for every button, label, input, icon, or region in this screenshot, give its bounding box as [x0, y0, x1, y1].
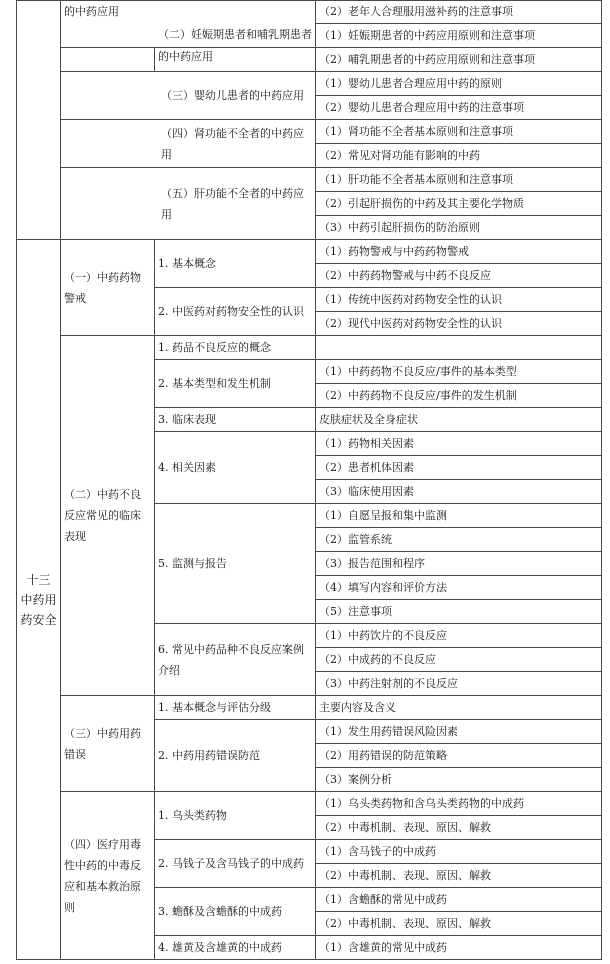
detail-cell: （3）报告范围和程序 — [316, 552, 602, 576]
detail-cell: （2）老年人合理服用滋补药的注意事项 — [316, 1, 602, 24]
detail-cell: （2）中毒机制、表现、原因、解救 — [316, 816, 602, 840]
table-row — [17, 168, 602, 192]
detail-cell: （1）自愿呈报和集中监测 — [316, 504, 602, 528]
detail-cell: （1）发生用药错误风险因素 — [316, 720, 602, 744]
subunit-cell: （五）肝功能不全者的中药应用 — [61, 168, 316, 240]
detail-cell: （1）妊娠期患者的中药应用原则和注意事项 — [316, 24, 602, 48]
detail-cell: （1）肝功能不全者基本原则和注意事项 — [316, 168, 602, 192]
point-cell: 5. 监测与报告 — [155, 504, 316, 624]
detail-cell: （1）肾功能不全者基本原则和注意事项 — [316, 120, 602, 144]
table-row — [17, 792, 602, 816]
subunit-spacer — [61, 48, 155, 72]
detail-cell: （2）中毒机制、表现、原因、解救 — [316, 864, 602, 888]
detail-cell: （2）中成药的不良反应 — [316, 648, 602, 672]
subunit-cell: （四）医疗用毒性中药的中毒反应和基本救治原则 — [61, 792, 155, 960]
detail-cell: （1）含蟾酥的常见中成药 — [316, 888, 602, 912]
detail-cell: （1）药物相关因素 — [316, 432, 602, 456]
detail-cell: （1）乌头类药物和含乌头类药物的中成药 — [316, 792, 602, 816]
detail-cell: （2）现代中医药对药物安全性的认识 — [316, 312, 602, 336]
point-cell: 2. 基本类型和发生机制 — [155, 360, 316, 408]
detail-cell: （1）含马钱子的中成药 — [316, 840, 602, 864]
detail-cell: （1）含雄黄的常见中成药 — [316, 936, 602, 960]
syllabus-table — [16, 0, 602, 960]
table-row — [17, 72, 602, 96]
detail-cell: （3）中药引起肝损伤的防治原则 — [316, 216, 602, 240]
detail-cell: （2）患者机体因素 — [316, 456, 602, 480]
point-cell: 1. 基本概念与评估分级 — [155, 696, 316, 720]
table-row — [17, 1, 602, 24]
table-row — [17, 120, 602, 144]
detail-cell: （3）中药注射剂的不良反应 — [316, 672, 602, 696]
detail-cell: （4）填写内容和评价方法 — [316, 576, 602, 600]
subunit-cell: （一）中药药物警戒 — [61, 240, 155, 336]
table-row — [17, 696, 602, 720]
point-cell: 3. 蟾酥及含蟾酥的中成药 — [155, 888, 316, 936]
subunit-label: （二）妊娠期患者和哺乳期患者的中药应用 — [158, 28, 312, 63]
detail-cell: 皮肤症状及全身症状 — [316, 408, 602, 432]
table-row — [17, 336, 602, 360]
table-row — [17, 48, 602, 72]
point-cell: 6. 常见中药品种不良反应案例介绍 — [155, 624, 316, 696]
subunit-cell — [155, 28, 316, 72]
subunit-cell: （四）肾功能不全者的中药应用 — [61, 120, 316, 168]
detail-cell: （1）婴幼儿患者合理应用中药的原则 — [316, 72, 602, 96]
detail-cell — [316, 336, 602, 360]
detail-cell: （1）中药饮片的不良反应 — [316, 624, 602, 648]
unit-cell: 十三 中药用 药安全 — [17, 240, 61, 960]
syllabus-table-container — [16, 0, 601, 960]
unit-cell-empty — [17, 1, 61, 240]
point-cell: 2. 马钱子及含马钱子的中成药 — [155, 840, 316, 888]
point-cell: 4. 相关因素 — [155, 432, 316, 504]
point-cell: 1. 基本概念 — [155, 240, 316, 288]
detail-cell: （1）传统中医药对药物安全性的认识 — [316, 288, 602, 312]
detail-cell: （1）药物警戒与中药药物警戒 — [316, 240, 602, 264]
detail-cell: （1）中药药物不良反应/事件的基本类型 — [316, 360, 602, 384]
detail-cell: （2）常见对肾功能有影响的中药 — [316, 144, 602, 168]
point-cell: 4. 雄黄及含雄黄的中成药 — [155, 936, 316, 960]
subunit-cell: （二）中药不良反应常见的临床表现 — [61, 336, 155, 696]
detail-cell: （2）中毒机制、表现、原因、解救 — [316, 912, 602, 936]
point-cell: 2. 中药用药错误防范 — [155, 720, 316, 792]
subunit-cell: （三）婴幼儿患者的中药应用 — [61, 72, 316, 120]
detail-cell: （2）监管系统 — [316, 528, 602, 552]
subunit-cell: （三）中药用药错误 — [61, 696, 155, 792]
detail-cell: （2）引起肝损伤的中药及其主要化学物质 — [316, 192, 602, 216]
detail-cell: （2）哺乳期患者的中药应用原则和注意事项 — [316, 48, 602, 72]
detail-cell: （2）中药药物不良反应/事件的发生机制 — [316, 384, 602, 408]
detail-cell: （2）中药药物警戒与中药不良反应 — [316, 264, 602, 288]
subunit-cell: 的中药应用 — [61, 1, 316, 48]
point-cell: 1. 药品不良反应的概念 — [155, 336, 316, 360]
table-row — [17, 240, 602, 264]
detail-cell: （5）注意事项 — [316, 600, 602, 624]
detail-cell: （2）用药错误的防范策略 — [316, 744, 602, 768]
detail-cell: （2）婴幼儿患者合理应用中药的注意事项 — [316, 96, 602, 120]
point-cell: 1. 乌头类药物 — [155, 792, 316, 840]
detail-cell: （3）案例分析 — [316, 768, 602, 792]
detail-cell: 主要内容及含义 — [316, 696, 602, 720]
detail-cell: （3）临床使用因素 — [316, 480, 602, 504]
point-cell: 2. 中医药对药物安全性的认识 — [155, 288, 316, 336]
point-cell: 3. 临床表现 — [155, 408, 316, 432]
